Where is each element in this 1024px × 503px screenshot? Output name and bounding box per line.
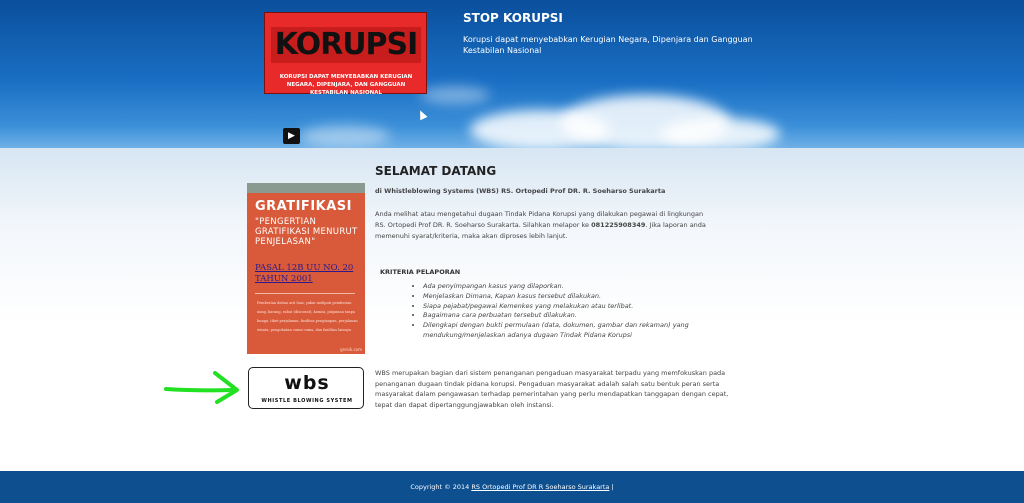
slide-title: STOP KORUPSI <box>463 11 563 25</box>
footer-copyright <box>0 483 1024 491</box>
ad-divider <box>255 293 355 294</box>
intro-text-after: . Jika laporan anda memenuhi syarat/kriteria, maka akan diproses lebih lanjut. <box>375 221 706 240</box>
cloud-decoration <box>660 118 780 148</box>
slide-description: Korupsi dapat menyebabkan Kerugian Negara, Dipenjara dan Gangguan Kestabilan Nasional <box>463 35 753 55</box>
copyright-suffix: | <box>609 483 614 491</box>
wbs-logo-caption: WHISTLE BLOWING SYSTEM <box>261 398 353 404</box>
report-phone-number: 081225908349 <box>591 221 646 229</box>
intro-paragraph <box>375 209 710 242</box>
footer-hospital-link[interactable]: RS Ortopedi Prof DR R Soeharso Surakarta <box>471 483 610 491</box>
hero-header <box>0 0 1024 148</box>
mouse-cursor-icon <box>416 109 427 121</box>
list-item: • Dilengkapi dengan bukti permulaan (data, dokumen, gambar dan rekaman) yang mendukung/menjelaskan adanya dugaan Tindak Pidana Korupsi <box>423 321 723 341</box>
cloud-decoration <box>300 125 390 147</box>
ad-credit: gresik.com <box>340 347 362 352</box>
ad-body: Pemberian dalam arti luas, yakni meliputi pemberian uang, barang, rabat (discount), komisi, pinjaman tanpa bunga, tiket perjalanan, fasilitas penginapan, perjalanan wisata, pengobatan cuma-cuma, dan fasilitas lainnya <box>257 301 358 332</box>
list-item: • Bagaimana cara perbuatan tersebut dilakukan. <box>423 311 723 321</box>
ad-link[interactable]: PASAL 12B UU NO. 20 TAHUN 2001 <box>255 263 354 284</box>
ad-top-bar <box>247 183 365 193</box>
page-title: SELAMAT DATANG <box>375 164 497 178</box>
list-item: • Siapa pejabat/pegawai Kemenkes yang melakukan atau terlibat. <box>423 302 723 312</box>
korupsi-banner-image[interactable] <box>264 12 427 94</box>
banner-heading: KORUPSI <box>271 27 421 63</box>
slider-next-button[interactable] <box>283 128 300 144</box>
list-item: • Ada penyimpangan kasus yang dilaporkan. <box>423 282 723 292</box>
cloud-decoration <box>420 86 490 104</box>
wbs-logo[interactable] <box>248 367 364 409</box>
gratifikasi-ad-image[interactable] <box>247 183 365 354</box>
page-subtitle: di Whistleblowing Systems (WBS) RS. Ortopedi Prof DR. R. Soeharso Surakarta <box>375 187 666 195</box>
wbs-description: WBS merupakan bagian dari sistem penanganan pengaduan masyarakat terpadu yang memfokuskan pada penanganan dugaan tindak pidana korupsi. Pengaduan masyarakat adalah salah satu bentuk peran serta masyarakat dalam pengawasan terhadap pemerintahan yang perlu mendapatkan tanggapan dengan cepat, tepat dan dapat dipertanggungjawabkan oleh instansi. <box>375 369 729 409</box>
copyright-prefix: Copyright © 2014 <box>410 483 472 491</box>
ad-subheading: "PENGERTIAN GRATIFIKASI MENURUT PENJELASAN" <box>255 217 358 247</box>
banner-caption: KORUPSI DAPAT MENYEBABKAN KERUGIAN NEGARA, DIPENJARA, DAN GANGGUAN KESTABILAN NASIONAL <box>279 74 413 96</box>
wbs-logo-mark: wbs <box>284 372 330 394</box>
criteria-list <box>413 282 723 341</box>
criteria-heading: KRITERIA PELAPORAN <box>380 268 461 276</box>
ad-heading: GRATIFIKASI <box>255 199 352 214</box>
green-arrow-icon <box>163 370 243 404</box>
chevron-right-icon: ▶ <box>288 130 295 141</box>
intro-text-before: Anda melihat atau mengetahui dugaan Tindak Pidana Korupsi yang dilakukan pegawai di lingkungan RS. Ortopedi Prof DR. R. Soeharso Surakarta. Silahkan melapor ke <box>375 210 704 229</box>
list-item: • Menjelaskan Dimana, Kapan kasus tersebut dilakukan. <box>423 292 723 302</box>
